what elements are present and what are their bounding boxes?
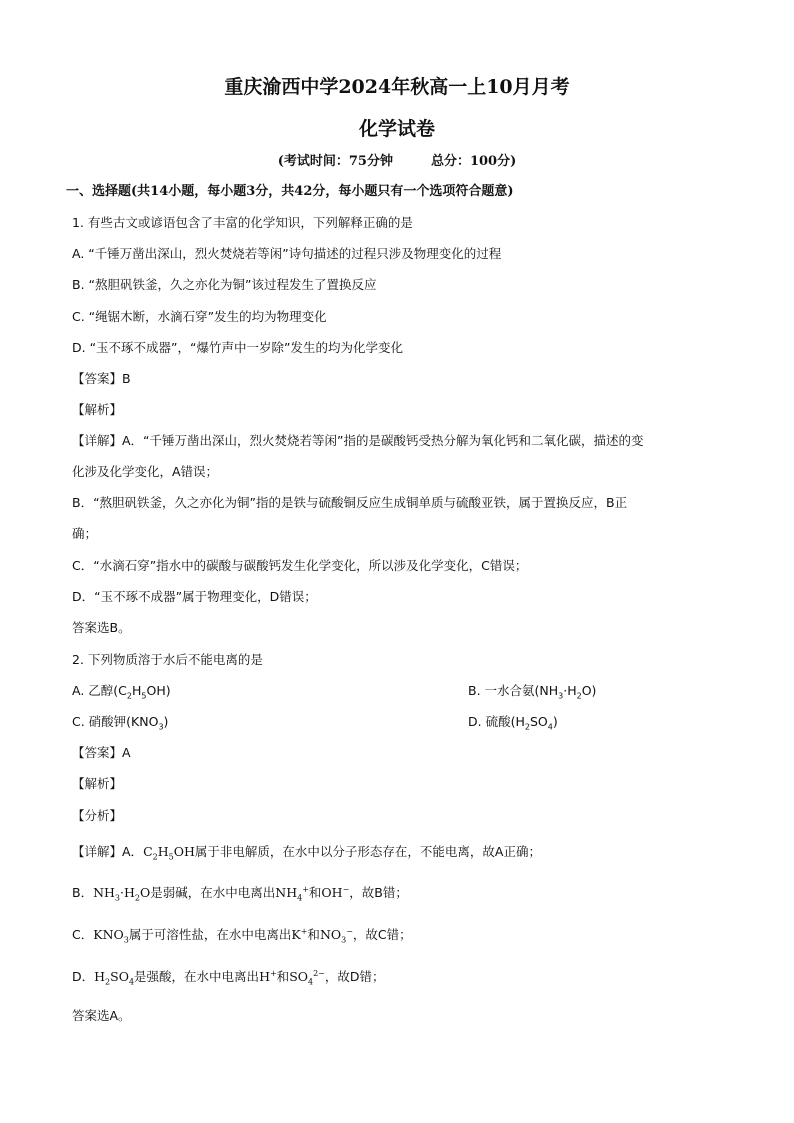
q2-option-d: D. 硫酸$(H_2SO_4)$ bbox=[468, 714, 558, 732]
q2-option-a: A. 乙醇$(C_2H_5OH)$ bbox=[72, 683, 171, 701]
q1-detail-c: C．“水滴石穿”指水中的碳酸与碳酸钙发生化学变化，所以涉及化学变化，C错误； bbox=[72, 558, 528, 573]
q2-options-row-1 bbox=[72, 682, 734, 700]
q1-option-c: C. “绳锯木断，水滴石穿”发生的均为物理变化 bbox=[72, 309, 327, 324]
q2-fenxi: 【分析】 bbox=[72, 808, 123, 823]
q1-final: 答案选B。 bbox=[72, 620, 131, 635]
q2-options-row-2 bbox=[72, 713, 734, 731]
q1-answer: 【答案】B bbox=[72, 371, 131, 386]
q1-option-b: B. “熬胆矾铁釜，久之亦化为铜”该过程发生了置换反应 bbox=[72, 277, 377, 292]
q1-detail-b-1: B．“熬胆矾铁釜，久之亦化为铜”指的是铁与硫酸铜反应生成铜单质与硫酸亚铁，属于置换反应，B正 bbox=[72, 495, 628, 510]
q2-answer: 【答案】A bbox=[72, 745, 131, 760]
section-heading: 一、选择题(共14小题，每小题3分，共42分，每小题只有一个选项符合题意) bbox=[66, 184, 514, 199]
q2-analysis: 【解析】 bbox=[72, 776, 123, 791]
q1-detail-a-1: 【详解】A．“千锤万凿出深山，烈火焚烧若等闲”指的是碳酸钙受热分解为氧化钙和二氧化碳，描述的变 bbox=[72, 433, 644, 448]
exam-info bbox=[0, 150, 794, 169]
q2-detail-c: C．$KNO_3$属于可溶性盐，在水中电离出K+和$NO_3^-$，故C错； bbox=[72, 926, 412, 945]
q1-option-d: D. “玉不琢不成器”，“爆竹声中一岁除”发生的均为化学变化 bbox=[72, 340, 403, 355]
exam-subject: 化学试卷 bbox=[358, 118, 435, 140]
q2-stem: 2. 下列物质溶于水后不能电离的是 bbox=[72, 652, 263, 667]
q2-final: 答案选A。 bbox=[72, 1008, 131, 1023]
q1-option-a: A. “千锤万凿出深山，烈火焚烧若等闲”诗句描述的过程只涉及物理变化的过程 bbox=[72, 246, 502, 261]
q1-detail-d: D．“玉不琢不成器”属于物理变化，D错误； bbox=[72, 589, 317, 604]
q2-detail-d: D．$H_2SO_4$是强酸，在水中电离出H+和$SO_4^{2-}$，故D错； bbox=[72, 968, 385, 987]
q2-detail-a: 【详解】A．$C_2H_5OH$属于非电解质，在水中以分子形态存在，不能电离，故A正确； bbox=[72, 844, 541, 862]
exam-score: 总分：100分) bbox=[430, 154, 517, 169]
q1-analysis: 【解析】 bbox=[72, 402, 123, 417]
q2-option-b: B. 一水合氨$(NH_3\cdot H_2O)$ bbox=[468, 683, 597, 701]
q2-detail-b: B．$NH_3\cdot H_2O$是弱碱，在水中电离出$NH_4^+$和OH−，故B错； bbox=[72, 884, 408, 903]
q1-stem: 1. 有些古文或谚语包含了丰富的化学知识，下列解释正确的是 bbox=[72, 215, 413, 230]
exam-time: (考试时间：75分钟 bbox=[277, 154, 393, 169]
q1-detail-b-2: 确； bbox=[72, 526, 98, 541]
exam-title: 重庆渝西中学2024年秋高一上10月月考 bbox=[224, 76, 570, 98]
q2-option-c: C. 硝酸钾$(KNO_3)$ bbox=[72, 714, 169, 732]
q1-detail-a-2: 化涉及化学变化，A错误； bbox=[72, 464, 219, 479]
